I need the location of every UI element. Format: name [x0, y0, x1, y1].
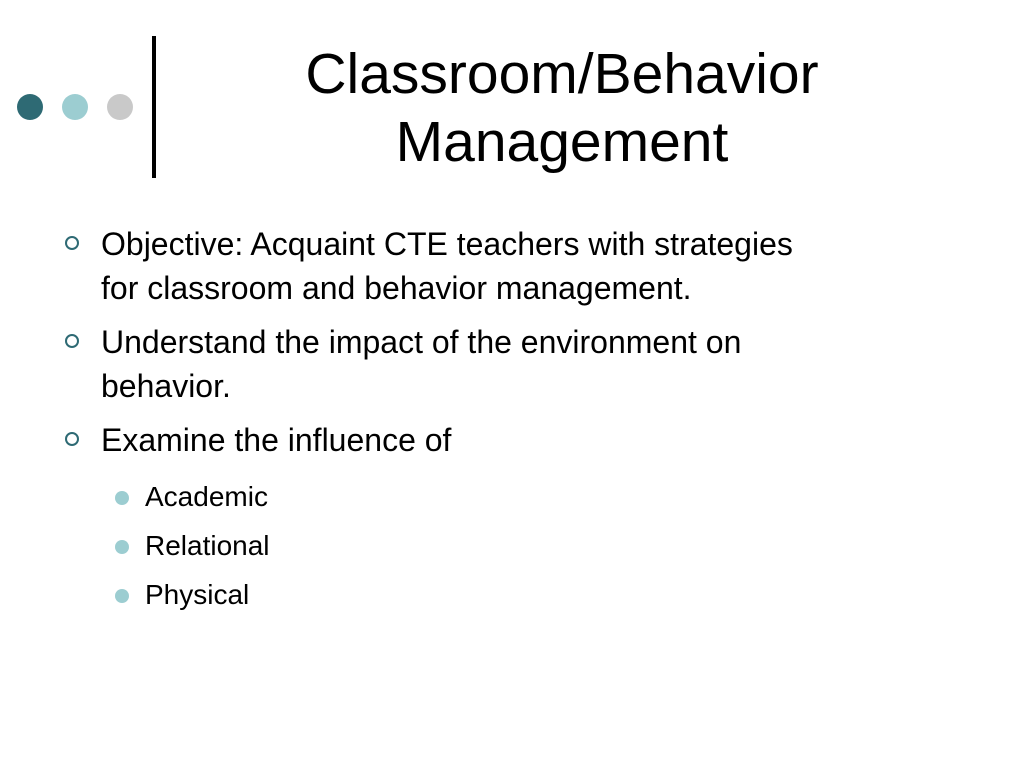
bullet-line: Objective: Acquaint CTE teachers with strategies: [101, 226, 793, 262]
dot-bullet-icon: [115, 589, 129, 603]
sub-item-relational: [115, 521, 960, 570]
dot-bullet-icon: [115, 491, 129, 505]
sub-item-label: Physical: [145, 579, 250, 610]
bullet-item-influence: [60, 418, 960, 462]
bullet-line: Examine the influence of: [101, 422, 452, 458]
sub-item-label: Relational: [145, 530, 270, 561]
bullet-line: behavior.: [101, 368, 231, 404]
bullet-item-environment: [60, 320, 960, 408]
bullet-list: [60, 222, 960, 619]
sub-item-academic: [115, 472, 960, 521]
bullet-line: Understand the impact of the environment on: [101, 324, 742, 360]
bullet-text: [101, 320, 960, 408]
sub-item-physical: [115, 570, 960, 619]
gray-dot-icon: [107, 94, 133, 120]
dot-bullet-icon: [115, 540, 129, 554]
decorative-dots: [17, 94, 133, 120]
slide-title-line-1: Classroom/Behavior: [305, 42, 819, 106]
bullet-text: [101, 222, 960, 310]
slide-title-line-2: Management: [395, 110, 729, 174]
sub-item-label: Academic: [145, 481, 268, 512]
ring-bullet-icon: [65, 334, 79, 348]
bullet-text: [101, 418, 960, 462]
sub-bullet-list: [60, 472, 960, 619]
slide-title: [200, 40, 924, 176]
light-teal-dot-icon: [62, 94, 88, 120]
bullet-line: for classroom and behavior management.: [101, 270, 692, 306]
title-divider: [152, 36, 156, 178]
bullet-item-objective: [60, 222, 960, 310]
ring-bullet-icon: [65, 236, 79, 250]
dark-teal-dot-icon: [17, 94, 43, 120]
ring-bullet-icon: [65, 432, 79, 446]
